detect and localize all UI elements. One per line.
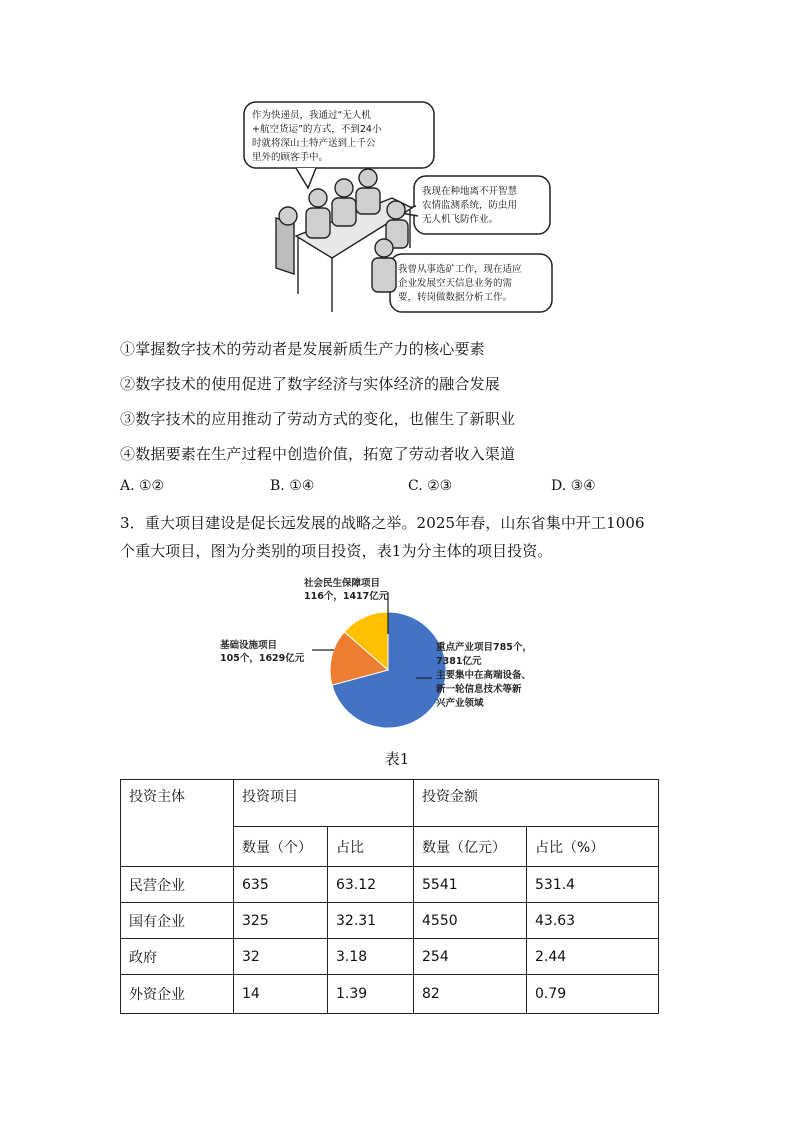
- cell-subject: 民营企业: [121, 867, 234, 903]
- subheader-ratio2: 占比（%）: [527, 827, 659, 867]
- cell-subject: 国有企业: [121, 903, 234, 939]
- statement-3: ③数字技术的应用推动了劳动方式的变化，也催生了新职业: [120, 410, 516, 428]
- header-projects: 投资项目: [234, 780, 414, 827]
- bubble1-line1: 作为快递员，我通过“无人机: [252, 110, 371, 121]
- cell-amount: 5541: [414, 867, 527, 903]
- label-industry-line4: 新一轮信息技术等新: [436, 684, 522, 695]
- cartoon-illustration: [236, 98, 554, 322]
- table-row: [121, 867, 659, 903]
- label-social-name: 社会民生保障项目: [304, 578, 381, 589]
- cell-amount: 82: [414, 975, 527, 1014]
- choice-b: B. ①④: [270, 478, 315, 494]
- bubble3-line2: 企业发展空天信息业务的需: [398, 278, 513, 289]
- label-infra-name: 基础设施项目: [220, 640, 278, 651]
- statement-4: ④数据要素在生产过程中创造价值，拓宽了劳动者收入渠道: [120, 445, 516, 463]
- pie-chart: [200, 570, 590, 740]
- cell-ratio1: 3.18: [328, 939, 414, 975]
- cell-amount: 4550: [414, 903, 527, 939]
- subheader-amount: 数量（亿元）: [414, 827, 527, 867]
- label-industry-line3: 主要集中在高端设备、: [436, 670, 532, 681]
- cell-ratio1: 63.12: [328, 867, 414, 903]
- cell-count: 325: [234, 903, 328, 939]
- cell-ratio2: 43.63: [527, 903, 659, 939]
- cell-count: 32: [234, 939, 328, 975]
- label-industry-line5: 兴产业领域: [436, 698, 484, 709]
- bubble1-line3: 时就将深山土特产送到上千公: [252, 138, 376, 149]
- investment-table: [120, 779, 659, 1014]
- question3-line2: 个重大项目，图为分类别的项目投资，表1为分主体的项目投资。: [120, 542, 553, 560]
- bubble2-line3: 无人机飞防作业。: [422, 214, 499, 225]
- label-industry-line1: 重点产业项目785个，: [436, 642, 532, 653]
- statement-1: ①掌握数字技术的劳动者是发展新质生产力的核心要素: [120, 340, 485, 358]
- cell-subject: 外资企业: [121, 975, 234, 1014]
- table-row: [121, 903, 659, 939]
- bubble2-line1: 我现在种地离不开智慧: [422, 186, 518, 197]
- bubble2-line2: 农情监测系统，防虫用: [422, 200, 518, 211]
- cell-count: 14: [234, 975, 328, 1014]
- choice-c: C. ②③: [408, 478, 453, 494]
- table-caption: 表1: [384, 750, 410, 768]
- label-infra-value: 105个，1629亿元: [220, 653, 305, 664]
- subheader-count: 数量（个）: [234, 827, 328, 867]
- cell-ratio2: 0.79: [527, 975, 659, 1014]
- cell-ratio2: 2.44: [527, 939, 659, 975]
- table-row: [121, 975, 659, 1014]
- cell-amount: 254: [414, 939, 527, 975]
- choice-d: D. ③④: [551, 478, 596, 494]
- bubble3-line1: 我曾从事选矿工作，现在适应: [398, 264, 522, 275]
- subheader-ratio1: 占比: [328, 827, 414, 867]
- header-subject: 投资主体: [121, 780, 234, 867]
- cell-ratio1: 32.31: [328, 903, 414, 939]
- cell-count: 635: [234, 867, 328, 903]
- header-amount: 投资金额: [414, 780, 659, 827]
- label-industry-line2: 7381亿元: [436, 656, 482, 667]
- cell-ratio2: 531.4: [527, 867, 659, 903]
- people-at-table: [276, 169, 412, 312]
- cell-ratio1: 1.39: [328, 975, 414, 1014]
- table-row: [121, 939, 659, 975]
- label-social-value: 116个，1417亿元: [304, 591, 389, 602]
- bubble1-line4: 里外的顾客手中。: [252, 152, 329, 163]
- cell-subject: 政府: [121, 939, 234, 975]
- statement-2: ②数字技术的使用促进了数字经济与实体经济的融合发展: [120, 375, 501, 393]
- choice-a: A. ①②: [120, 478, 165, 494]
- bubble1-line2: +航空货运”的方式，不到24小: [252, 124, 382, 135]
- bubble3-line3: 要，转岗做数据分析工作。: [398, 292, 513, 303]
- question3-line1: 3．重大项目建设是促长远发展的战略之举。2025年春，山东省集中开工1006: [120, 514, 645, 532]
